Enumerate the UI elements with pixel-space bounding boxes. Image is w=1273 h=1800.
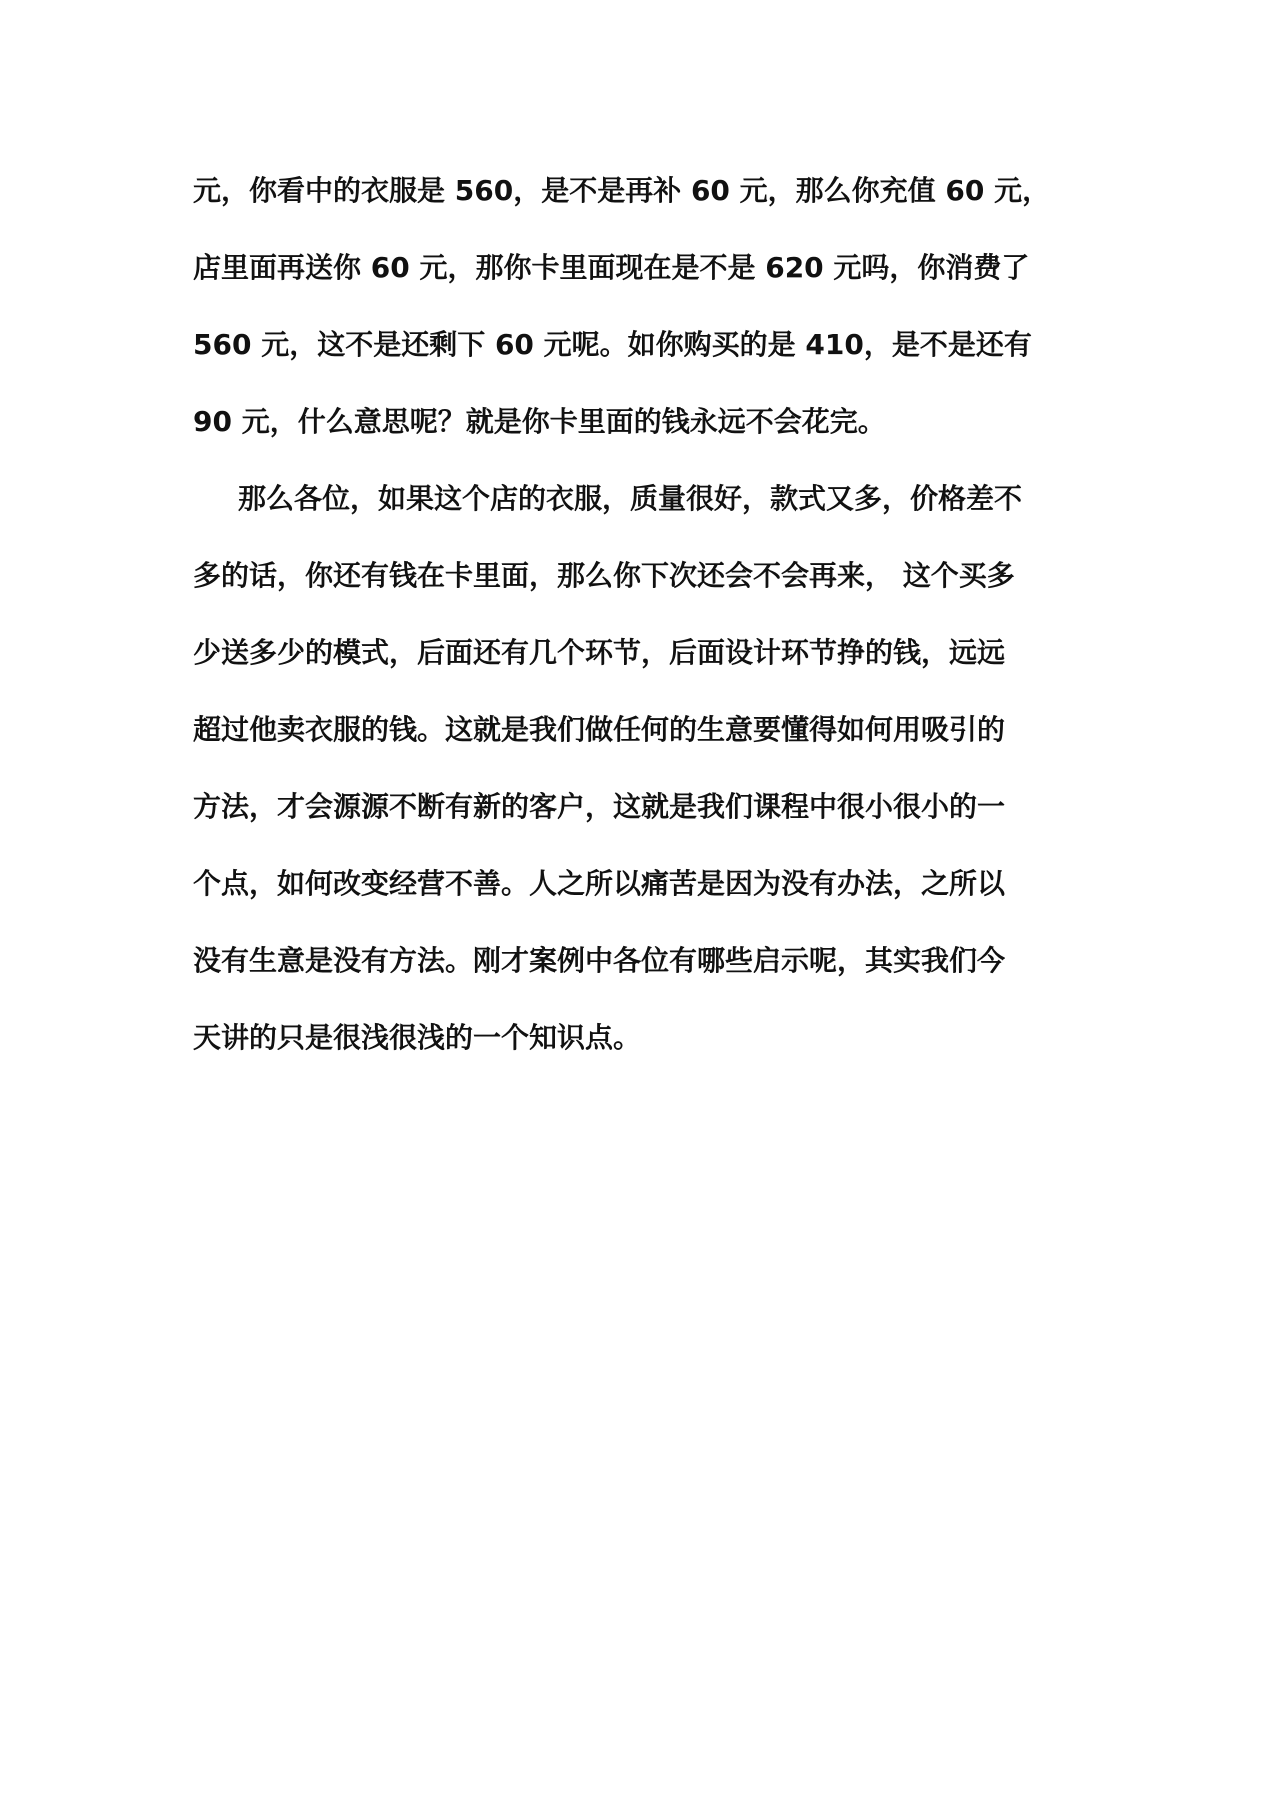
text-line: 560 元，这不是还剩下 60 元呢。如你购买的是 410，是不是还有: [193, 328, 1032, 361]
text-line: 店里面再送你 60 元，那你卡里面现在是不是 620 元吗，你消费了: [193, 251, 1030, 284]
text-line: 超过他卖衣服的钱。这就是我们做任何的生意要懂得如何用吸引的: [193, 713, 1006, 746]
text-line: 个点，如何改变经营不善。人之所以痛苦是因为没有办法，之所以: [193, 867, 1006, 900]
text-line: 方法，才会源源不断有新的客户，这就是我们课程中很小很小的一: [193, 790, 1006, 823]
text-line: 没有生意是没有方法。刚才案例中各位有哪些启示呢，其实我们今: [193, 944, 1006, 977]
text-line: 天讲的只是很浅很浅的一个知识点。: [193, 1021, 642, 1054]
text-line: 多的话，你还有钱在卡里面，那么你下次还会不会再来， 这个买多: [193, 559, 1015, 592]
text-line: 元，你看中的衣服是 560，是不是再补 60 元，那么你充值 60 元，: [193, 174, 1051, 207]
text-line: 少送多少的模式，后面还有几个环节，后面设计环节挣的钱，远远: [193, 636, 1006, 669]
text-line: 90 元，什么意思呢？就是你卡里面的钱永远不会花完。: [193, 405, 886, 438]
paragraph-start-line: 那么各位，如果这个店的衣服，质量很好，款式又多，价格差不: [238, 482, 1023, 515]
document-body: [193, 152, 1083, 1076]
